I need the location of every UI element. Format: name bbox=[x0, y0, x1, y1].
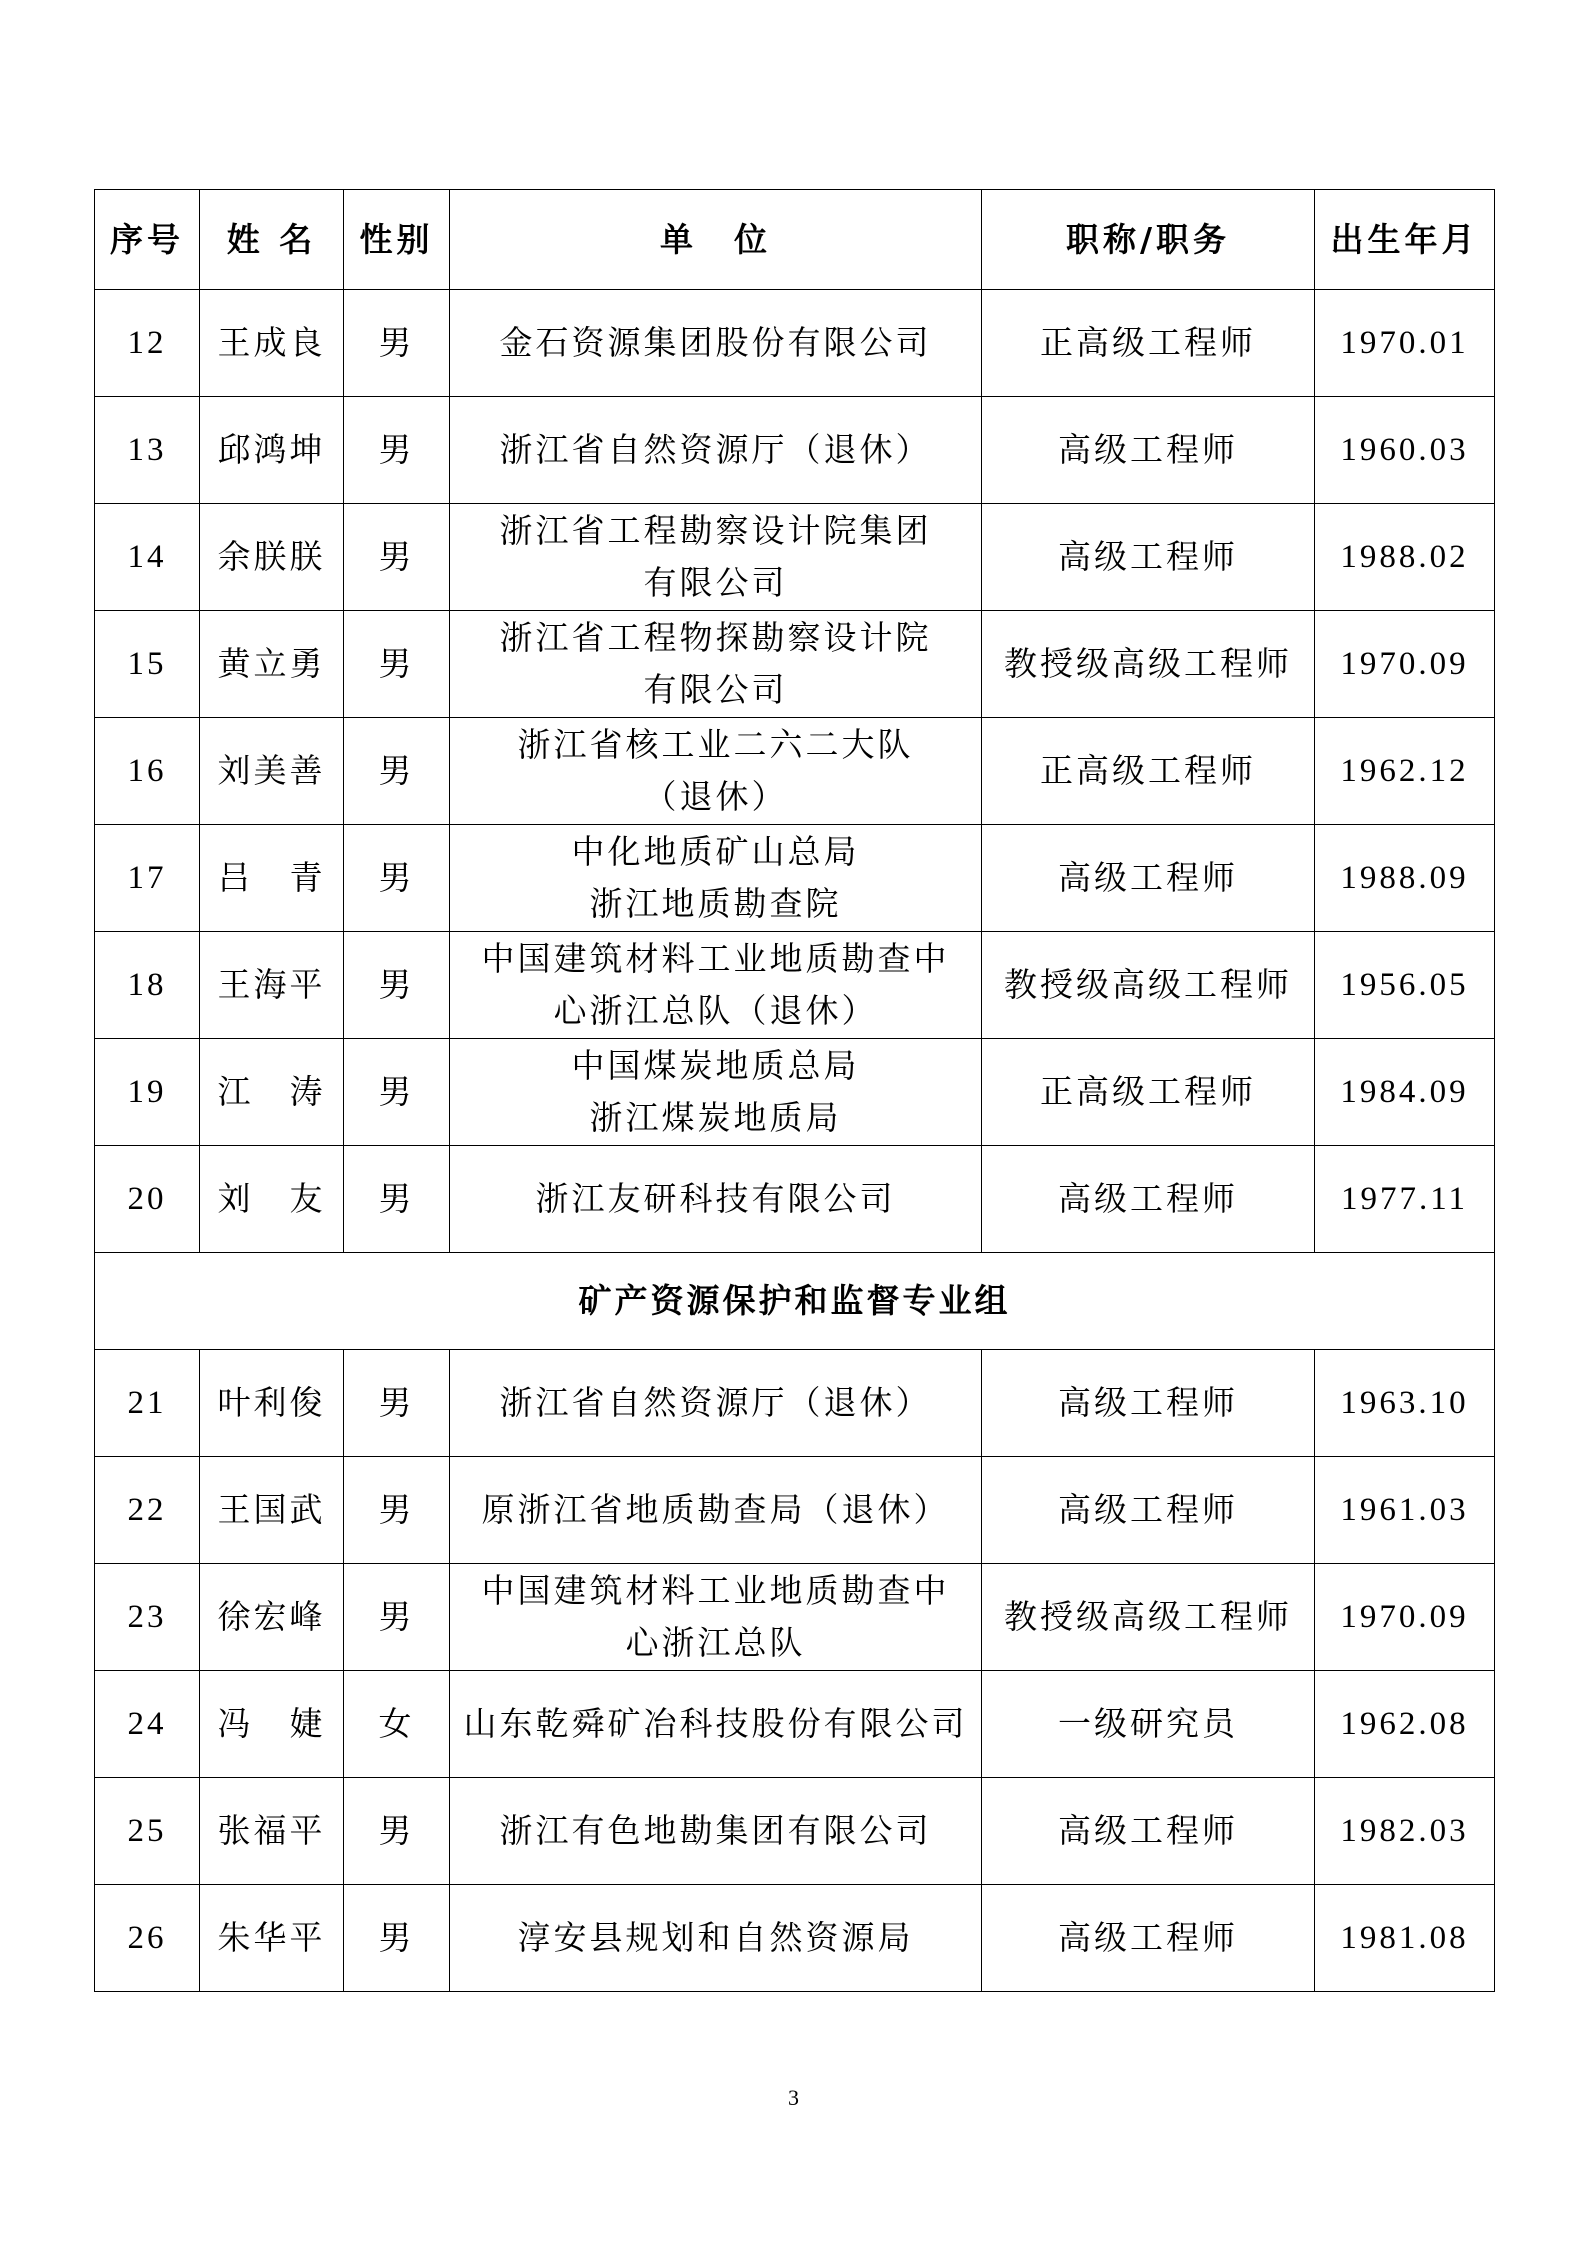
section-1-body bbox=[95, 290, 1495, 1253]
table-row bbox=[95, 825, 1495, 932]
cell-gender: 男 bbox=[344, 1457, 450, 1564]
cell-unit bbox=[450, 1778, 982, 1885]
cell-unit bbox=[450, 1457, 982, 1564]
cell-birth: 1988.09 bbox=[1315, 825, 1495, 932]
cell-unit bbox=[450, 1885, 982, 1992]
unit-line: 中国煤炭地质总局 bbox=[571, 1046, 860, 1085]
cell-title: 正高级工程师 bbox=[982, 1039, 1315, 1146]
cell-gender: 男 bbox=[344, 397, 450, 504]
cell-gender: 男 bbox=[344, 1350, 450, 1457]
cell-birth: 1988.02 bbox=[1315, 504, 1495, 611]
cell-title: 高级工程师 bbox=[982, 1885, 1315, 1992]
cell-title: 高级工程师 bbox=[982, 1778, 1315, 1885]
cell-serial-number: 19 bbox=[95, 1039, 200, 1146]
cell-title: 教授级高级工程师 bbox=[982, 1564, 1315, 1671]
cell-gender: 男 bbox=[344, 1146, 450, 1253]
cell-serial-number: 15 bbox=[95, 611, 200, 718]
cell-birth: 1963.10 bbox=[1315, 1350, 1495, 1457]
unit-line: 有限公司 bbox=[643, 670, 788, 709]
cell-title: 高级工程师 bbox=[982, 825, 1315, 932]
cell-gender: 男 bbox=[344, 1564, 450, 1671]
cell-gender: 男 bbox=[344, 825, 450, 932]
cell-name: 叶利俊 bbox=[200, 1350, 344, 1457]
cell-birth: 1984.09 bbox=[1315, 1039, 1495, 1146]
unit-line: 中国建筑材料工业地质勘查中 bbox=[481, 1571, 950, 1610]
cell-name: 刘美善 bbox=[200, 718, 344, 825]
cell-gender: 女 bbox=[344, 1671, 450, 1778]
cell-title: 高级工程师 bbox=[982, 1146, 1315, 1253]
unit-line: 浙江省自然资源厅（退休） bbox=[499, 430, 932, 469]
table-row bbox=[95, 290, 1495, 397]
cell-serial-number: 24 bbox=[95, 1671, 200, 1778]
cell-title: 教授级高级工程师 bbox=[982, 932, 1315, 1039]
cell-gender: 男 bbox=[344, 1778, 450, 1885]
table-row bbox=[95, 504, 1495, 611]
cell-serial-number: 12 bbox=[95, 290, 200, 397]
cell-title: 高级工程师 bbox=[982, 1457, 1315, 1564]
cell-name: 刘 友 bbox=[200, 1146, 344, 1253]
cell-serial-number: 23 bbox=[95, 1564, 200, 1671]
table-row bbox=[95, 1146, 1495, 1253]
unit-line: 山东乾舜矿冶科技股份有限公司 bbox=[463, 1704, 968, 1743]
header-serial-number: 序号 bbox=[95, 190, 200, 290]
cell-unit bbox=[450, 1039, 982, 1146]
cell-serial-number: 13 bbox=[95, 397, 200, 504]
unit-line: 浙江友研科技有限公司 bbox=[535, 1179, 896, 1218]
unit-line: 金石资源集团股份有限公司 bbox=[499, 323, 932, 362]
cell-unit bbox=[450, 932, 982, 1039]
cell-unit bbox=[450, 611, 982, 718]
cell-name: 邱鸿坤 bbox=[200, 397, 344, 504]
unit-line: 浙江省工程物探勘察设计院 bbox=[499, 618, 932, 657]
cell-name: 黄立勇 bbox=[200, 611, 344, 718]
cell-title: 正高级工程师 bbox=[982, 718, 1315, 825]
table-row bbox=[95, 1778, 1495, 1885]
cell-birth: 1982.03 bbox=[1315, 1778, 1495, 1885]
table-row bbox=[95, 1039, 1495, 1146]
cell-serial-number: 25 bbox=[95, 1778, 200, 1885]
unit-line: 浙江省核工业二六二大队 bbox=[517, 725, 914, 764]
cell-name: 徐宏峰 bbox=[200, 1564, 344, 1671]
section-2-body bbox=[95, 1350, 1495, 1992]
cell-gender: 男 bbox=[344, 932, 450, 1039]
cell-serial-number: 14 bbox=[95, 504, 200, 611]
cell-name: 余朕朕 bbox=[200, 504, 344, 611]
unit-line: 有限公司 bbox=[643, 563, 788, 602]
unit-line: 中国建筑材料工业地质勘查中 bbox=[481, 939, 950, 978]
page-number: 3 bbox=[788, 2085, 799, 2110]
cell-serial-number: 18 bbox=[95, 932, 200, 1039]
cell-unit bbox=[450, 290, 982, 397]
cell-serial-number: 20 bbox=[95, 1146, 200, 1253]
cell-name: 冯 婕 bbox=[200, 1671, 344, 1778]
cell-birth: 1981.08 bbox=[1315, 1885, 1495, 1992]
cell-birth: 1970.09 bbox=[1315, 1564, 1495, 1671]
cell-birth: 1970.09 bbox=[1315, 611, 1495, 718]
cell-serial-number: 26 bbox=[95, 1885, 200, 1992]
table-row bbox=[95, 397, 1495, 504]
cell-serial-number: 22 bbox=[95, 1457, 200, 1564]
unit-line: 浙江地质勘查院 bbox=[589, 884, 842, 923]
header-unit: 单 位 bbox=[450, 190, 982, 290]
unit-line: 浙江煤炭地质局 bbox=[589, 1098, 842, 1137]
group-header-row bbox=[95, 1253, 1495, 1350]
cell-birth: 1962.08 bbox=[1315, 1671, 1495, 1778]
group-section bbox=[95, 1253, 1495, 1350]
cell-title: 教授级高级工程师 bbox=[982, 611, 1315, 718]
cell-serial-number: 21 bbox=[95, 1350, 200, 1457]
header-name: 姓 名 bbox=[200, 190, 344, 290]
cell-title: 高级工程师 bbox=[982, 1350, 1315, 1457]
header-gender: 性别 bbox=[344, 190, 450, 290]
table-row bbox=[95, 1350, 1495, 1457]
cell-birth: 1977.11 bbox=[1315, 1146, 1495, 1253]
cell-name: 张福平 bbox=[200, 1778, 344, 1885]
unit-line: 中化地质矿山总局 bbox=[571, 832, 860, 871]
table-header-row bbox=[95, 190, 1495, 290]
cell-birth: 1962.12 bbox=[1315, 718, 1495, 825]
cell-gender: 男 bbox=[344, 504, 450, 611]
table-row bbox=[95, 1564, 1495, 1671]
cell-title: 正高级工程师 bbox=[982, 290, 1315, 397]
cell-birth: 1961.03 bbox=[1315, 1457, 1495, 1564]
cell-title: 高级工程师 bbox=[982, 504, 1315, 611]
cell-unit bbox=[450, 1564, 982, 1671]
cell-birth: 1956.05 bbox=[1315, 932, 1495, 1039]
header-birth: 出生年月 bbox=[1315, 190, 1495, 290]
cell-unit bbox=[450, 825, 982, 932]
table-row bbox=[95, 1671, 1495, 1778]
cell-unit bbox=[450, 1671, 982, 1778]
expert-roster-table bbox=[94, 189, 1495, 1992]
table-row bbox=[95, 611, 1495, 718]
cell-name: 江 涛 bbox=[200, 1039, 344, 1146]
cell-birth: 1960.03 bbox=[1315, 397, 1495, 504]
unit-line: 心浙江总队 bbox=[625, 1623, 806, 1662]
cell-gender: 男 bbox=[344, 1885, 450, 1992]
table-row bbox=[95, 932, 1495, 1039]
group-title: 矿产资源保护和监督专业组 bbox=[95, 1253, 1495, 1350]
table-row bbox=[95, 718, 1495, 825]
cell-serial-number: 17 bbox=[95, 825, 200, 932]
cell-name: 王成良 bbox=[200, 290, 344, 397]
unit-line: 浙江省工程勘察设计院集团 bbox=[499, 511, 932, 550]
unit-line: 原浙江省地质勘查局（退休） bbox=[481, 1490, 950, 1529]
cell-gender: 男 bbox=[344, 611, 450, 718]
cell-name: 王海平 bbox=[200, 932, 344, 1039]
unit-line: 浙江有色地勘集团有限公司 bbox=[499, 1811, 932, 1850]
header-title: 职称/职务 bbox=[982, 190, 1315, 290]
cell-unit bbox=[450, 504, 982, 611]
cell-unit bbox=[450, 718, 982, 825]
table-row bbox=[95, 1885, 1495, 1992]
cell-title: 一级研究员 bbox=[982, 1671, 1315, 1778]
unit-line: 浙江省自然资源厅（退休） bbox=[499, 1383, 932, 1422]
cell-title: 高级工程师 bbox=[982, 397, 1315, 504]
cell-serial-number: 16 bbox=[95, 718, 200, 825]
cell-birth: 1970.01 bbox=[1315, 290, 1495, 397]
unit-line: 淳安县规划和自然资源局 bbox=[517, 1918, 914, 1957]
unit-line: 心浙江总队（退休） bbox=[553, 991, 878, 1030]
cell-gender: 男 bbox=[344, 290, 450, 397]
cell-unit bbox=[450, 1350, 982, 1457]
table-row bbox=[95, 1457, 1495, 1564]
cell-name: 吕 青 bbox=[200, 825, 344, 932]
unit-line: （退休） bbox=[643, 777, 788, 816]
cell-name: 朱华平 bbox=[200, 1885, 344, 1992]
cell-gender: 男 bbox=[344, 718, 450, 825]
cell-name: 王国武 bbox=[200, 1457, 344, 1564]
cell-gender: 男 bbox=[344, 1039, 450, 1146]
cell-unit bbox=[450, 397, 982, 504]
cell-unit bbox=[450, 1146, 982, 1253]
